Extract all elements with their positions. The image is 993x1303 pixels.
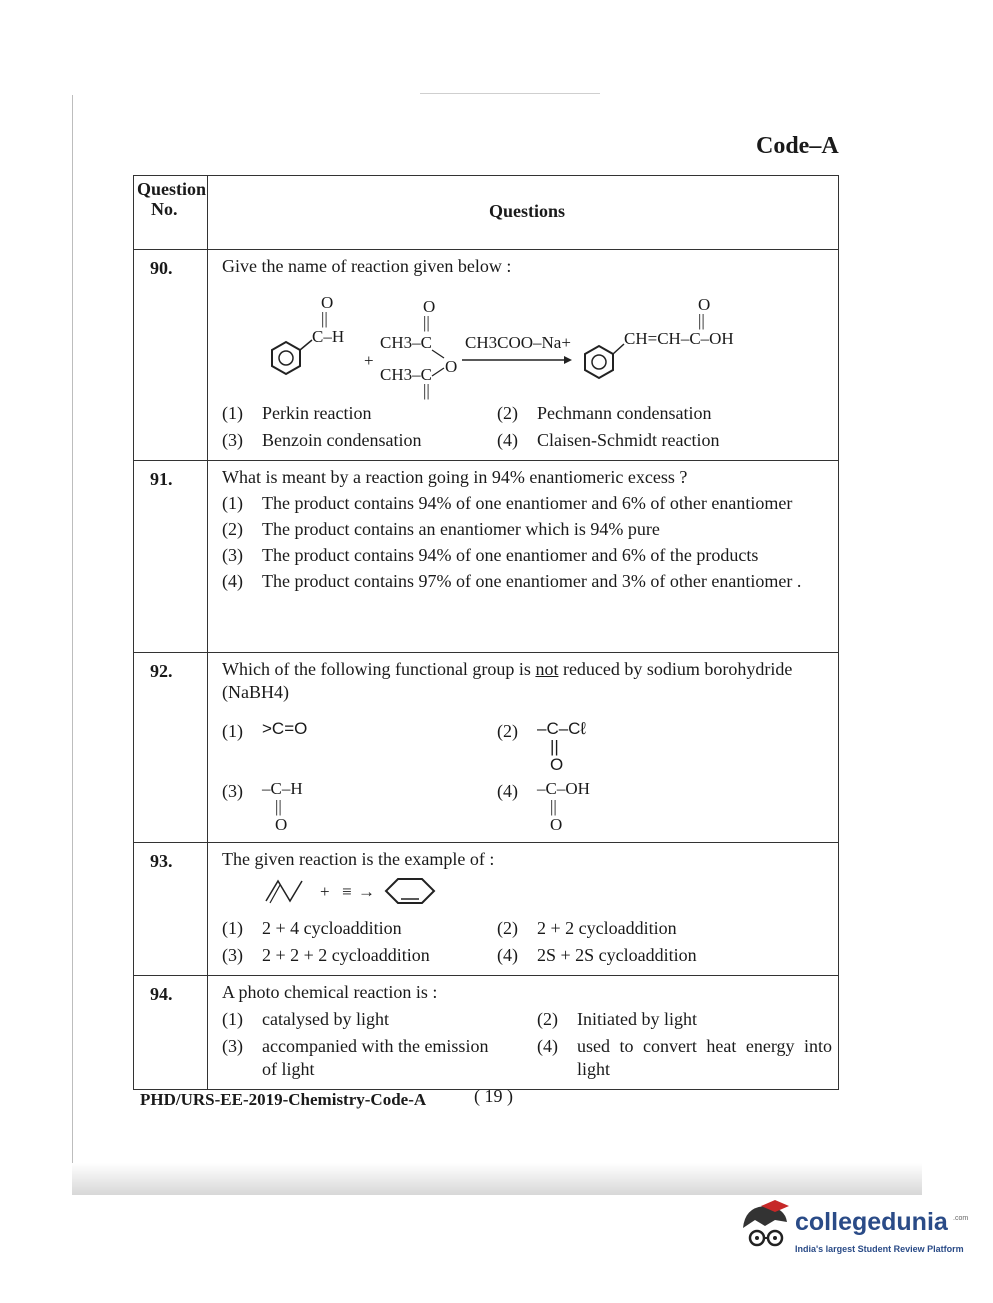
option-text: Perkin reaction: [262, 403, 372, 423]
option-item: (3) The product contains 94% of one enantiomer and 6% of the products: [222, 545, 759, 565]
option-item: (4) The product contains 97% of one enantiomer and 3% of other enantiomer .: [222, 571, 802, 591]
page-bottom-shadow: [72, 1163, 922, 1195]
chem-label: ≡: [342, 882, 352, 901]
brand-tagline: India's largest Student Review Platform: [795, 1244, 964, 1254]
option-number: (1): [222, 721, 243, 741]
chem-label: +: [364, 351, 374, 370]
option-number: (4): [497, 781, 518, 801]
option-structure: >C=O: [262, 719, 308, 738]
option-number: (2): [497, 721, 518, 741]
option-number: (3): [222, 781, 243, 801]
diene-icon: [266, 881, 302, 901]
question-row-94: [134, 976, 839, 1090]
chem-label: ||: [423, 381, 430, 400]
option-text: Pechmann condensation: [537, 403, 712, 423]
emphasis-not: not: [535, 659, 559, 679]
mascot-icon: [735, 1198, 795, 1258]
question-text: The given reaction is the example of :: [222, 849, 495, 869]
question-row-93: [134, 843, 839, 976]
chem-label: O: [321, 293, 334, 312]
paper-footer: PHD/URS-EE-2019-Chemistry-Code-A: [140, 1090, 427, 1109]
question-table: [133, 175, 839, 1090]
options: [222, 492, 832, 593]
option-text: 2 + 2 cycloaddition: [537, 918, 677, 938]
option-text: 2 + 2 + 2 cycloaddition: [262, 945, 430, 965]
chem-label: +: [320, 882, 330, 901]
option-number: (4): [537, 1036, 558, 1056]
question-row-90: [134, 250, 839, 461]
option-number: (2): [537, 1009, 558, 1029]
question-number: 94.: [134, 976, 208, 1090]
page-edge-left: [72, 95, 73, 1195]
reagent-label: CH3COO–Na+: [465, 333, 571, 352]
option-text: Benzoin condensation: [262, 430, 422, 450]
reaction-svg: [252, 280, 812, 400]
benzene-ring: [272, 342, 300, 374]
option-text: catalysed by light: [262, 1009, 389, 1029]
chem-label: CH=CH–C–OH: [624, 329, 734, 348]
question-text: Which of the following functional group is not reduced by sodium borohydride (NaBH4): [222, 659, 793, 702]
chem-label: O: [445, 357, 458, 376]
option-number: (2): [497, 403, 518, 423]
chem-label: C–H: [312, 327, 345, 346]
table-header: [134, 176, 839, 250]
page-edge-top: [420, 93, 600, 94]
option-item: (2) The product contains an enantiomer which is 94% pure: [222, 519, 660, 539]
paper-code: Code–A: [756, 133, 839, 159]
page-number: ( 19 ): [474, 1086, 513, 1106]
option-number: (1): [222, 403, 243, 423]
option-number: (4): [497, 945, 518, 965]
option-text: Claisen-Schmidt reaction: [537, 430, 720, 450]
option-text: used to convert heat energy into light: [577, 1036, 832, 1079]
options: [222, 1006, 832, 1083]
option-text: 2S + 2S cycloaddition: [537, 945, 697, 965]
chem-label: ||: [698, 311, 705, 330]
question-text: Give the name of reaction given below :: [222, 256, 512, 276]
question-row-91: [134, 461, 839, 653]
question-number: 91.: [134, 461, 208, 653]
option-number: (2): [497, 918, 518, 938]
chem-label: ||: [321, 309, 328, 328]
option-number: (3): [222, 1036, 243, 1056]
chem-label: O: [698, 295, 711, 314]
question-number: 92.: [134, 653, 208, 843]
option-number: (1): [222, 918, 243, 938]
question-text: What is meant by a reaction going in 94% enantiomeric excess ?: [222, 467, 688, 487]
benzene-ring: [585, 346, 613, 378]
header-question-no: Question No.: [134, 176, 208, 250]
chem-label: CH3–C: [380, 365, 432, 384]
options: [222, 718, 832, 836]
option-number: (4): [497, 430, 518, 450]
chem-label: O: [423, 297, 436, 316]
chem-label: ||: [423, 313, 430, 332]
question-text: A photo chemical reaction is :: [222, 982, 438, 1002]
options: [222, 400, 832, 454]
brand-name: collegedunia: [795, 1208, 948, 1236]
question-row-92: [134, 653, 839, 843]
question-number: 93.: [134, 843, 208, 976]
option-structure: –C–OH || O: [537, 779, 590, 834]
chem-label: CH3–C: [380, 333, 432, 352]
option-structure: –C–H || O: [262, 779, 303, 834]
option-number: (3): [222, 430, 243, 450]
option-text: accompanied with the emission of light: [262, 1036, 489, 1079]
brand-com: .com: [953, 1215, 969, 1222]
options: [222, 915, 832, 969]
question-number: 90.: [134, 250, 208, 461]
chem-label: →: [358, 882, 375, 901]
option-number: (1): [222, 1009, 243, 1029]
header-questions: Questions: [208, 176, 839, 250]
option-structure: –C–Cℓ || O: [537, 719, 586, 774]
cycloaddition-scheme: [262, 873, 502, 909]
option-item: (1) The product contains 94% of one enantiomer and 6% of other enantiomer: [222, 493, 793, 513]
option-text: Initiated by light: [577, 1009, 697, 1029]
reaction-scheme-perkin: [222, 280, 832, 400]
option-text: 2 + 4 cycloaddition: [262, 918, 402, 938]
option-number: (3): [222, 945, 243, 965]
